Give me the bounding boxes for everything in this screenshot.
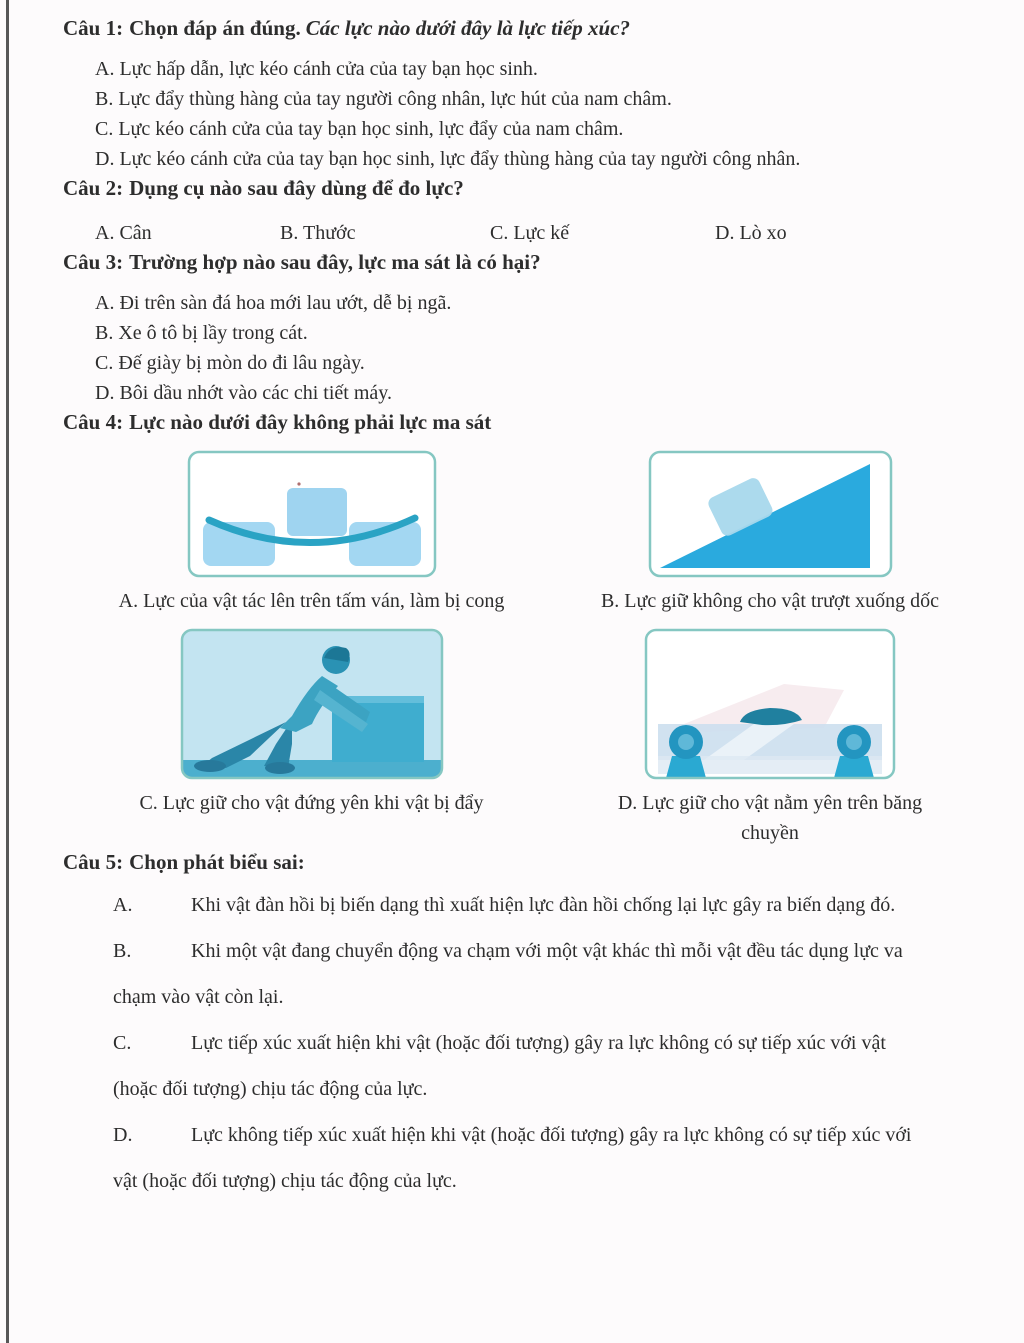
question-4-number: Câu 4:	[63, 410, 124, 434]
question-3-number: Câu 3:	[63, 250, 124, 274]
option-5c-text: Lực tiếp xúc xuất hiện khi vật (hoặc đối tượng) gây ra lực không có sự tiếp xúc với vật (hoặc đối tượng) chịu tác động của lực.	[113, 1032, 886, 1100]
question-1-title: Chọn đáp án đúng.	[129, 16, 301, 40]
option-5b	[113, 928, 918, 1020]
option-1b: B. Lực đẩy thùng hàng của tay người công nhân, lực hút của nam châm.	[95, 88, 672, 110]
option-5d	[113, 1112, 918, 1204]
option-5c	[113, 1020, 918, 1112]
option-5c-letter: C.	[113, 1032, 132, 1054]
question-1-subtitle: Các lực nào dưới đây là lực tiếp xúc?	[305, 16, 631, 40]
question-2-title: Dụng cụ nào sau đây dùng để đo lực?	[129, 176, 464, 200]
question-4-header	[63, 408, 980, 436]
option-2c: C. Lực kế	[490, 222, 570, 244]
speck	[297, 482, 300, 485]
option-3a: A. Đi trên sàn đá hoa mới lau ướt, dễ bị ngã.	[95, 292, 452, 314]
option-5d-letter: D.	[113, 1124, 133, 1146]
option-5d-text: Lực không tiếp xúc xuất hiện khi vật (hoặc đối tượng) gây ra lực không có sự tiếp xúc với vật (hoặc đối tượng) chịu tác động của lực.	[113, 1124, 912, 1192]
question-5-number: Câu 5:	[63, 850, 124, 874]
question-4-figure-row-2	[63, 628, 980, 848]
question-1-number: Câu 1:	[63, 16, 124, 40]
question-4	[63, 408, 980, 848]
question-3	[63, 248, 980, 408]
option-5a	[113, 882, 918, 928]
question-5-options	[113, 882, 918, 1204]
option-2b: B. Thước	[280, 222, 356, 244]
question-5-header	[63, 848, 980, 876]
question-3-header	[63, 248, 980, 276]
man-back-shoe	[194, 760, 226, 772]
option-3b: B. Xe ô tô bị lầy trong cát.	[95, 322, 308, 344]
figure-b-caption: B. Lực giữ không cho vật trượt xuống dốc	[600, 590, 940, 612]
option-2a: A. Cân	[95, 222, 152, 244]
figure-c-caption: C. Lực giữ cho vật đứng yên khi vật bị đẩy	[139, 792, 484, 814]
figure-a-caption: A. Lực của vật tác lên trên tấm ván, làm bị cong	[118, 590, 505, 612]
figure-d-caption-line1: D. Lực giữ cho vật nằm yên trên băng	[617, 792, 923, 814]
figure-c-man-pushing-box	[63, 628, 560, 848]
question-5-title: Chọn phát biểu sai:	[129, 850, 305, 874]
figure-d-caption-line2: chuyền	[741, 822, 799, 844]
question-1	[63, 14, 980, 174]
wheel-left-hub	[678, 734, 694, 750]
option-2d: D. Lò xo	[715, 222, 787, 244]
question-4-figure-row-1	[63, 450, 980, 616]
figure-d-caption	[560, 788, 980, 848]
option-1a: A. Lực hấp dẫn, lực kéo cánh cửa của tay bạn học sinh.	[95, 58, 538, 80]
option-5b-text: Khi một vật đang chuyển động va chạm với một vật khác thì mỗi vật đều tác dụng lực va chạm vào vật còn lại.	[113, 940, 903, 1008]
figure-d-object-on-conveyor	[560, 628, 980, 848]
bent-plank-illustration	[187, 450, 437, 578]
figure-a-weight-bending-plank	[63, 450, 560, 616]
option-1c: C. Lực kéo cánh cửa của tay bạn học sinh, lực đẩy của nam châm.	[95, 118, 624, 140]
option-5b-letter: B.	[113, 940, 132, 962]
question-3-options	[95, 288, 980, 408]
question-2-header	[63, 174, 980, 202]
option-3c: C. Đế giày bị mòn do đi lâu ngày.	[95, 352, 365, 374]
incline-illustration	[648, 450, 893, 578]
option-5a-text: Khi vật đàn hồi bị biến dạng thì xuất hiện lực đàn hồi chống lại lực gây ra biến dạng đó.	[191, 894, 896, 916]
wheel-right-hub	[846, 734, 862, 750]
option-5a-letter: A.	[113, 894, 133, 916]
wheel-stand-left	[666, 756, 706, 778]
question-3-title: Trường hợp nào sau đây, lực ma sát là có hại?	[129, 250, 541, 274]
question-2-number: Câu 2:	[63, 176, 124, 200]
option-3d: D. Bôi dầu nhớt vào các chi tiết máy.	[95, 382, 392, 404]
option-1d: D. Lực kéo cánh cửa của tay bạn học sinh, lực đẩy thùng hàng của tay người công nhân.	[95, 148, 801, 170]
question-4-title: Lực nào dưới đây không phải lực ma sát	[129, 410, 492, 434]
man-pushing-box-illustration	[180, 628, 444, 780]
conveyor-illustration	[644, 628, 896, 780]
wheel-stand-right	[834, 756, 874, 778]
question-2	[63, 174, 980, 248]
question-5	[63, 848, 980, 1204]
weight-block	[287, 488, 347, 536]
question-1-options	[95, 54, 980, 174]
question-2-options	[95, 218, 980, 248]
man-front-shoe	[265, 762, 295, 774]
figure-b-block-on-incline	[560, 450, 980, 616]
question-1-header	[63, 14, 980, 42]
